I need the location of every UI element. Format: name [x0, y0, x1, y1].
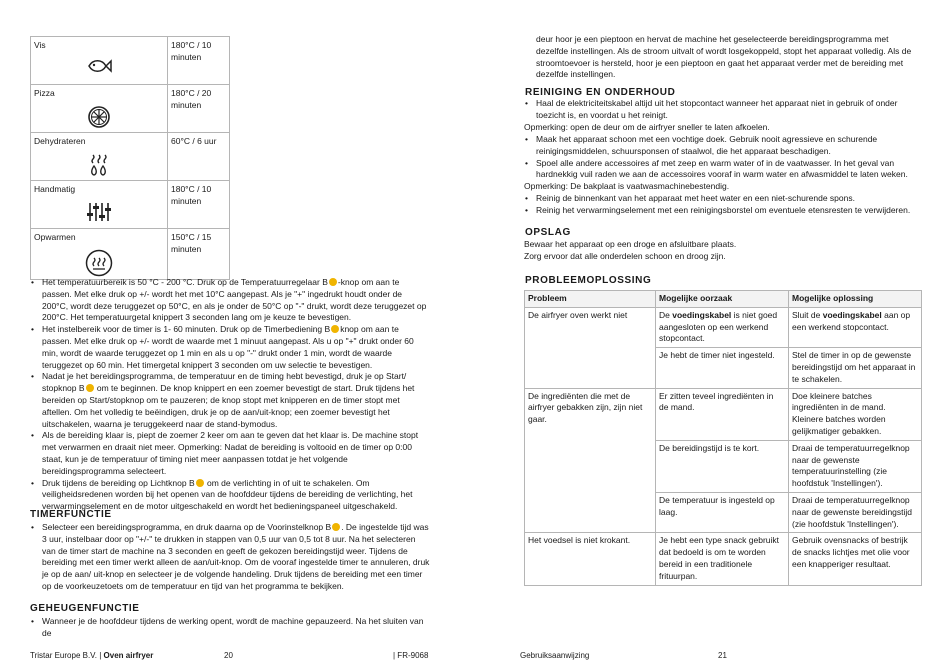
table-row — [31, 85, 230, 133]
column-header: Mogelijke oplossing — [789, 291, 922, 308]
list-item: • Het temperatuurbereik is 50 °C - 200 °C. Druk op de Temperatuurregelaar B -knop om aan te passen. Met elke druk op +/- wordt het met 10°C aangepast. Als je "+" ingedrukt houdt onder de 200°C, wordt deze teruggezet op 50°C, en als je onder de 50°C op "-" drukt, wordt deze teruggezet op 200°C. Het temperatuurgetal knippert 3 seconden lang om je keuze te bevestigen. — [30, 277, 430, 324]
table-row — [525, 388, 922, 440]
dehydrate-icon — [88, 153, 110, 177]
memory-heading: GEHEUGENFUNCTIE — [30, 603, 140, 614]
problem-cell: De ingrediënten die met de airfryer gebakken zijn, zijn niet gaar. — [525, 388, 656, 533]
solution-cell: Draai de temperatuurregelknop naar de gewenste temperatuurinstelling (zie hoofdstuk 'Instellingen'). — [789, 440, 922, 492]
solution-cell: Draai de temperatuurregelknop naar de gewenste bereidingstijd (zie hoofdstuk 'Instellingen'). — [789, 492, 922, 532]
page-number: 21 — [718, 651, 727, 660]
cleaning-list-1 — [524, 98, 924, 122]
solution-cell: Sluit de voedingskabel aan op een werkend stopcontact. — [789, 307, 922, 347]
table-row — [525, 533, 922, 585]
troubleshooting-table — [524, 290, 922, 586]
program-setting: 180°C / 10 minuten — [168, 181, 230, 229]
list-item: • Het instelbereik voor de timer is 1- 60 minuten. Druk op de Timerbediening B knop om aan te passen. Met elke druk op +/- wordt de waarde met 1 minuut aangepast. Als u op "+" drukt onder 60 min, wordt de waarde teruggezet op 1 min en als u op "-" drukt onder 1 min, wordt de waarde teruggezet op 60 min. Het timergetal knippert 3 seconden om uw selectie te bevestigen. — [30, 324, 430, 371]
continuation-text: deur hoor je een pieptoon en hervat de machine het geselecteerde bereidingsprogramma met dezelfde instellingen. Als de stroom uitvalt of wordt losgekoppeld, stopt het apparaat volledig. Als de stroomtoevoer is hersteld, hoor je een pieptoon en gaat het apparaat verder met de bereiding met dezelfde instellingen. — [536, 34, 912, 80]
program-name: Vis — [34, 40, 46, 50]
timer-bullet-list — [30, 522, 430, 593]
footer-label: Gebruiksaanwijzing — [520, 651, 590, 660]
table-row — [31, 229, 230, 280]
list-item: • Wanneer je de hoofddeur tijdens de werking opent, wordt de machine gepauzeerd. Na het sluiten van de — [30, 616, 430, 640]
cause-cell: De voedingskabel is niet goed aangesloten op een werkend stopcontact. — [656, 307, 789, 347]
cleaning-note: Opmerking: open de deur om de airfryer sneller te laten afkoelen. — [524, 122, 770, 132]
sliders-icon — [86, 201, 112, 223]
program-name: Dehydrateren — [34, 136, 86, 146]
list-item: • Druk tijdens de bereiding op Lichtknop B om de verlichting in of uit te schakelen. Om veiligheidsredenen worden bij het openen van de hoofddeur tijdens de bereiding de verlichting, het verwarmingselement en de motor uitgeschakeld en wordt het bedieningspaneel uitgeschakeld. — [30, 478, 430, 513]
list-item: • Selecteer een bereidingsprogramma, en druk daarna op de Voorinstelknop B . De ingestelde tijd was 3 uur, instelbaar door op "+/-" te drukken in stappen van 0,5 uur van 0,5 tot 8 uur. Na het selecteren van de timer start de machine na 3 seconden en geeft de gekozen bereidingstijd weer. Tijdens de bereiding met een timer werkt alleen de aan/uit-knop. Om de vooraf ingestelde timer te annuleren, druk je op de aan/ uit-knop en selecteer je de volgende handeling. Druk tijdens de bereiding met een timer op de voorkeuzetoets om de temperatuur en tijd van het programma te bekijken. — [30, 522, 430, 593]
table-row — [31, 181, 230, 229]
program-name: Pizza — [34, 88, 55, 98]
page-number: 20 — [224, 651, 233, 660]
storage-heading: OPSLAG — [525, 227, 571, 238]
program-table — [30, 36, 230, 280]
solution-cell: Stel de timer in op de gewenste bereidingstijd om het apparaat in te schakelen. — [789, 348, 922, 388]
column-header: Mogelijke oorzaak — [656, 291, 789, 308]
cause-cell: De temperatuur is ingesteld op laag. — [656, 492, 789, 532]
program-cell — [31, 85, 168, 133]
cleaning-note: Opmerking: De bakplaat is vaatwasmachinebestendig. — [524, 181, 730, 191]
timer-heading: TIMERFUNCTIE — [30, 509, 112, 520]
list-item: • Nadat je het bereidingsprogramma, de temperatuur en de timing hebt bevestigd, druk je op Start/ stopknop B om te beginnen. De knop knippert en een zoemer bevestigt de start. Druk tijdens het bereiden op Start/stopknop om te pauzeren; de knop stopt met knipperen en de timer stopt met aftellen. Om het volledig te beëindigen, druk je op de aan/uit-knop; een zoemer bevestigt het uitschakelen, waarna je teruggekeerd naar de stand-bymodus. — [30, 371, 430, 430]
column-header: Probleem — [525, 291, 656, 308]
table-row — [31, 133, 230, 181]
program-setting: 180°C / 10 minuten — [168, 37, 230, 85]
cleaning-list-3 — [524, 193, 924, 217]
pizza-icon — [87, 105, 111, 129]
preheat-icon — [85, 249, 113, 277]
list-item: • Maak het apparaat schoon met een vochtige doek. Gebruik nooit agressieve en schurende reinigingsmiddelen, schuursponsen of staalwol, die het apparaat beschadigen. — [524, 134, 924, 158]
button-badge-icon — [332, 523, 340, 531]
fish-icon — [86, 57, 112, 75]
table-row — [31, 37, 230, 85]
problem-cell: Het voedsel is niet krokant. — [525, 533, 656, 585]
cleaning-list-2 — [524, 134, 924, 181]
program-name: Handmatig — [34, 184, 76, 194]
settings-bullet-list — [30, 277, 430, 513]
footer-model: | FR-9068 — [393, 651, 429, 660]
solution-cell: Doe kleinere batches ingrediënten in de mand. Kleinere batches worden gelijkmatiger gebakken. — [789, 388, 922, 440]
footer-company: Tristar Europe B.V. | Oven airfryer — [30, 651, 154, 660]
troubleshooting-heading: PROBLEEMOPLOSSING — [525, 275, 652, 286]
program-cell — [31, 37, 168, 85]
storage-text: Bewaar het apparaat op een droge en afsluitbare plaats. — [524, 239, 737, 249]
program-setting: 150°C / 15 minuten — [168, 229, 230, 280]
memory-bullet-list — [30, 616, 430, 640]
list-item: • Reinig het verwarmingselement met een reinigingsborstel om eventuele etensresten te verwijderen. — [524, 205, 924, 217]
cause-cell: De bereidingstijd is te kort. — [656, 440, 789, 492]
button-badge-icon — [196, 479, 204, 487]
list-item: • Als de bereiding klaar is, piept de zoemer 2 keer om aan te geven dat het klaar is. De machine stopt met verwarmen en draait niet meer. Opmerking: Nadat de bereiding is voltooid en de timer op 0:00 staat, kun je de temperatuur of timing niet meer aanpassen totdat je het volgende bereidingsprogramma selecteert. — [30, 430, 430, 477]
program-cell — [31, 181, 168, 229]
list-item: • Haal de elektriciteitskabel altijd uit het stopcontact wanneer het apparaat niet in gebruik of onder toezicht is, en voordat u het reinigt. — [524, 98, 924, 122]
problem-cell: De airfryer oven werkt niet — [525, 307, 656, 388]
list-item: • Spoel alle andere accessoires af met zeep en warm water of in de vaatwasser. In het geval van hardnekkig vuil raden we aan de accessoires vooraf in warm water en afwasmiddel te laten weken. — [524, 158, 924, 182]
solution-cell: Gebruik ovensnacks of bestrijk de snacks lichtjes met olie voor een knapperiger resultaat. — [789, 533, 922, 585]
program-setting: 60°C / 6 uur — [168, 133, 230, 181]
table-header-row — [525, 291, 922, 308]
button-badge-icon — [331, 325, 339, 333]
program-cell — [31, 133, 168, 181]
storage-text: Zorg ervoor dat alle onderdelen schoon en droog zijn. — [524, 251, 726, 261]
cause-cell: Je hebt een type snack gebruikt dat bedoeld is om te worden bereid in een traditionele frituurpan. — [656, 533, 789, 585]
cause-cell: Je hebt de timer niet ingesteld. — [656, 348, 789, 388]
table-row — [525, 307, 922, 347]
program-setting: 180°C / 20 minuten — [168, 85, 230, 133]
cause-cell: Er zitten teveel ingrediënten in de mand. — [656, 388, 789, 440]
program-name: Opwarmen — [34, 232, 76, 242]
list-item: • Reinig de binnenkant van het apparaat met heet water en een niet-schurende spons. — [524, 193, 924, 205]
cleaning-heading: REINIGING EN ONDERHOUD — [525, 87, 676, 98]
button-badge-icon — [86, 384, 94, 392]
button-badge-icon — [329, 278, 337, 286]
program-cell — [31, 229, 168, 280]
